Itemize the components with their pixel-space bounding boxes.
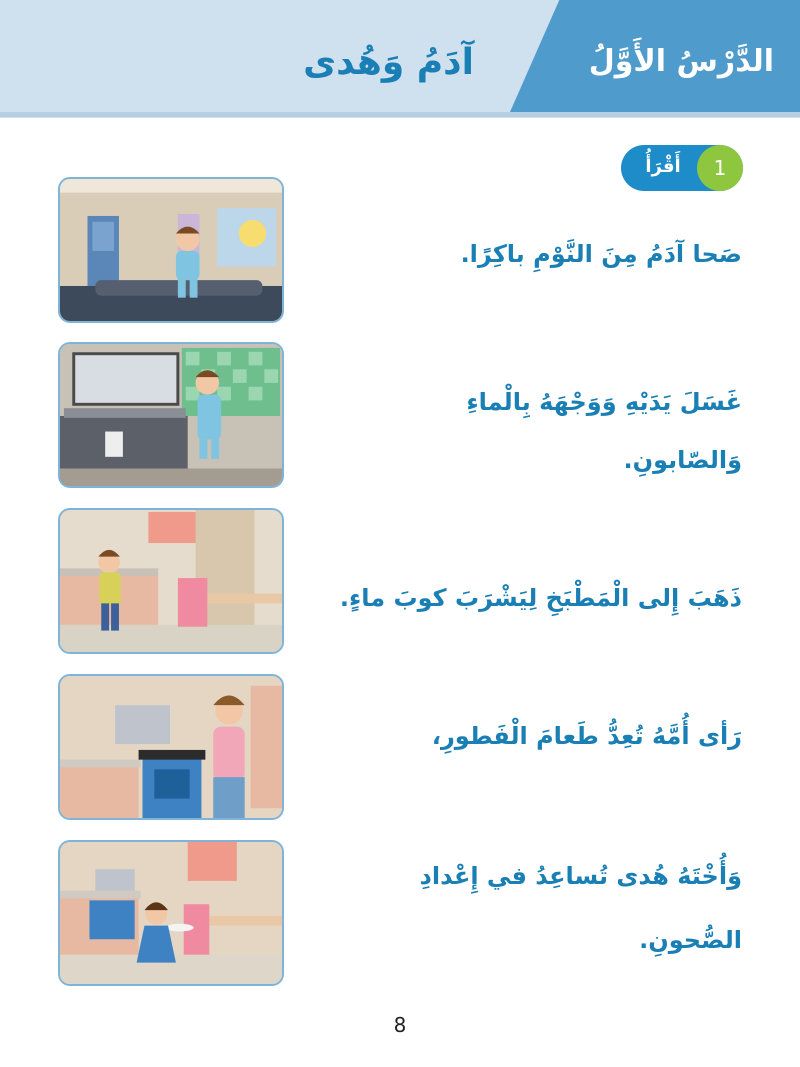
lesson-title: آدَمُ وَهُدى: [303, 42, 474, 83]
header-divider: [0, 112, 800, 117]
page-number: 8: [393, 1013, 407, 1037]
sentence-3: ذَهَبَ إِلى الْمَطْبَخِ لِيَشْرَبَ كوبَ ماءٍ.: [339, 584, 742, 612]
activity-label: أَقْرَأُ: [645, 156, 681, 177]
sentence-4: رَأى أُمَّهُ تُعِدُّ طَعامَ الْفَطورِ،: [431, 722, 742, 750]
illustration-cooking: [58, 674, 284, 820]
sentence-1: صَحا آدَمُ مِنَ النَّوْمِ باكِرًا.: [460, 240, 742, 268]
sentence-5: وَأُخْتَهُ هُدى تُساعِدُ في إِعْدادِ: [419, 862, 742, 890]
sentence-2-cont: وَالصّابونِ.: [623, 446, 742, 474]
sentence-2: غَسَلَ يَدَيْهِ وَوَجْهَهُ بِالْماءِ: [466, 388, 742, 416]
illustration-washing: [58, 342, 284, 488]
illustration-waking-up: [58, 177, 284, 323]
sentence-5-cont: الصُّحونِ.: [639, 926, 742, 954]
activity-number: 1: [697, 145, 743, 191]
illustration-plates: [58, 840, 284, 986]
lesson-label: الدَّرْسُ الأَوَّلُ: [588, 44, 774, 79]
illustration-drinking: [58, 508, 284, 654]
